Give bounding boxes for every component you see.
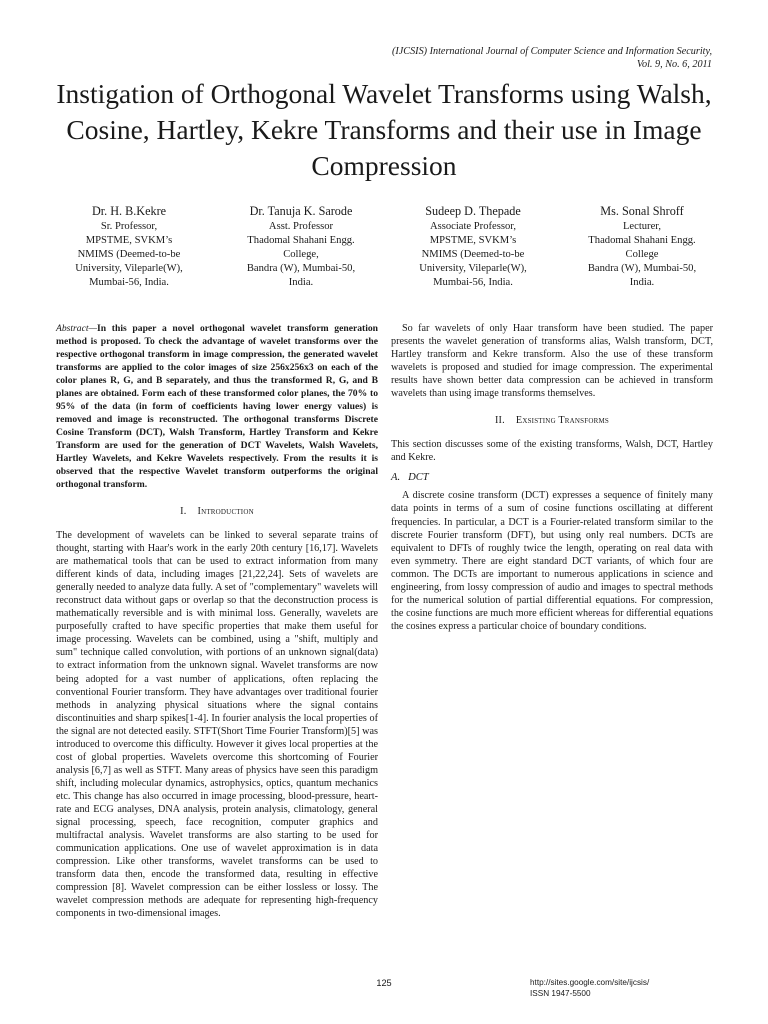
section-title: Exsisting Transforms — [515, 415, 610, 427]
footer-url: http://sites.google.com/site/ijcsis/ — [530, 978, 650, 987]
section-title: Introduction — [197, 506, 254, 517]
abstract-lead: Abstract— — [56, 323, 98, 334]
journal-line-1: (IJCSIS) International Journal of Computer Science and Information Security, — [391, 46, 712, 57]
left-column — [56, 322, 378, 920]
section-number: II. — [494, 415, 505, 427]
author-name: Dr. Tanuja K. Sarode — [249, 204, 353, 218]
subsection-heading-dct — [391, 471, 713, 484]
dct-paragraph: A discrete cosine transform (DCT) expresses a sequence of finitely many data points in terms of a sum of cosine functions oscillating at different frequencies. In particular, a DCT is a Fourier-related transform similar to the discrete Fourier transform (DFT), but using only real numbers. DCTs are equivalent to DFTs of roughly twice the length, operating on real data with even symmetry. There are eight standard DCT variants, of which four are common. The DCTs are important to numerous applications in science and engineering, from lossy compression of audio and images to spectral methods for the numerical solution of partial differential equations. For compression, the cosine functions are much more efficient whereas for differential equations the cosines express a particular choice of boundary conditions. — [391, 490, 713, 632]
author-affiliation: Lecturer, Thadomal Shahani Engg. College Bandra (W), Mumbai-50, India. — [587, 221, 697, 288]
author-1 — [40, 203, 218, 290]
author-2 — [212, 203, 390, 290]
author-affiliation: Asst. Professor Thadomal Shahani Engg. College, Bandra (W), Mumbai-50, India. — [246, 221, 356, 288]
introduction-paragraph-1: The development of wavelets can be linked to several separate trains of thought, starting with Haar's work in the early 20th century [16,17]. Wavelets are mathematical tools that can be used to extract information from many different kinds of data, including images [21,22,24]. Sets of wavelets are generally needed to analyze data fully. A set of "complementary" wavelets will reconstruct data without gaps or overlap so that the deconstruction process is mathematically reversible and is with minimal loss. Generally, wavelets are purposefully crafted to have specific properties that make them useful for image processing. Wavelets can be combined, using a "shift, multiply and sum" technique called convolution, with portions of an unknown signal(data) to extract information from the unknown signal. Wavelet transforms are now being adopted for a vast number of applications, often replacing the conventional Fourier transform. They have advantages over traditional fourier methods in analyzing physical situations where the signal contains discontinuities and sharp spikes[1-4]. In fourier analysis the local properties of the signal are not detected easily. STFT(Short Time Fourier Transform)[5] was introduced to overcome this difficulty. However it gives local properties at the cost of global properties. Wavelets overcome this shortcoming of Fourier analysis [6,7] as well as STFT. Many areas of physics have seen this paradigm shift, including molecular dynamics, astrophysics, optics, quantum mechanics etc. This change has also occurred in image processing, blood-pressure, heart-rate and ECG analyses, DNA analysis, protein analysis, climatology, general signal processing, speech, face recognition, computer graphics and multifractal analysis. Wavelet transforms are also starting to be used for communication applications. One use of wavelet approximation is in data compression. Like other transforms, wavelet transforms can be used to transform data then, encode the transformed data, resulting in effective compression [8]. Wavelet compression can be either lossless or lossy. The wavelet compression methods are adequate for representing high-frequency components in two-dimensional images. — [56, 530, 378, 920]
author-block — [40, 203, 728, 293]
author-affiliation: Sr. Professor, MPSTME, SVKM’s NMIMS (Deemed-to-be University, Vileparle(W), Mumbai-56, India. — [75, 221, 183, 288]
existing-transforms-intro: This section discusses some of the existing transforms, Walsh, DCT, Hartley and Kekre. — [391, 439, 713, 464]
journal-header — [192, 45, 712, 71]
section-heading-introduction — [56, 505, 378, 518]
author-3 — [384, 203, 562, 290]
author-name: Sudeep D. Thepade — [425, 204, 521, 218]
subsection-label: A. — [391, 472, 401, 484]
introduction-paragraph-2: So far wavelets of only Haar transform have been studied. The paper presents the wavelet generation of transforms alias, Walsh transform, DCT, Hartley transform and Kekre transform. Also the use of these transform wavelets is proposed and studied for image compression. The experimental results have shown better data compression can be achieved in transform wavelets than using image transforms themselves. — [391, 323, 713, 400]
section-heading-existing-transforms — [391, 414, 713, 427]
abstract — [56, 322, 378, 491]
author-name: Dr. H. B.Kekre — [91, 204, 167, 218]
page-number: 125 — [376, 978, 392, 988]
journal-line-2: Vol. 9, No. 6, 2011 — [636, 59, 712, 70]
author-4 — [553, 203, 731, 290]
author-affiliation: Associate Professor, MPSTME, SVKM’s NMIMS (Deemed-to-be University, Vileparle(W), Mumbai-56, India. — [419, 221, 527, 288]
paper-title: Instigation of Orthogonal Wavelet Transforms using Walsh, Cosine, Hartley, Kekre Transforms and their use in Image Compression — [56, 78, 712, 181]
section-number: I. — [180, 506, 187, 517]
author-name: Ms. Sonal Shroff — [600, 204, 684, 218]
right-column — [391, 322, 713, 633]
footer-block — [530, 977, 730, 999]
subsection-title: DCT — [408, 472, 429, 484]
footer-issn: ISSN 1947-5500 — [530, 989, 591, 998]
abstract-text: In this paper a novel orthogonal wavelet transform generation method is proposed. To check the advantage of wavelet transforms over the respective orthogonal transform in image compression, the generated wavelet transforms are applied to the color images of size 256x256x3 on each of the color planes R, G, and B separately, and thus the transformed R, G, and B planes are obtained. Form each of these transformed color planes, the 70% to 95% of the data (in form of coefficients having lower energy values) is removed and image is reconstructed. The orthogonal transforms Discrete Cosine Transform (DCT), Walsh Transform, Hartley Transform and Kekre Transform are used for the generation of DCT Wavelets, Walsh Wavelets, Hartley Wavelets, and Kekre Wavelets respectively. From the results it is observed that the respective Wavelet transform outperforms the original orthogonal transform. — [56, 323, 378, 490]
